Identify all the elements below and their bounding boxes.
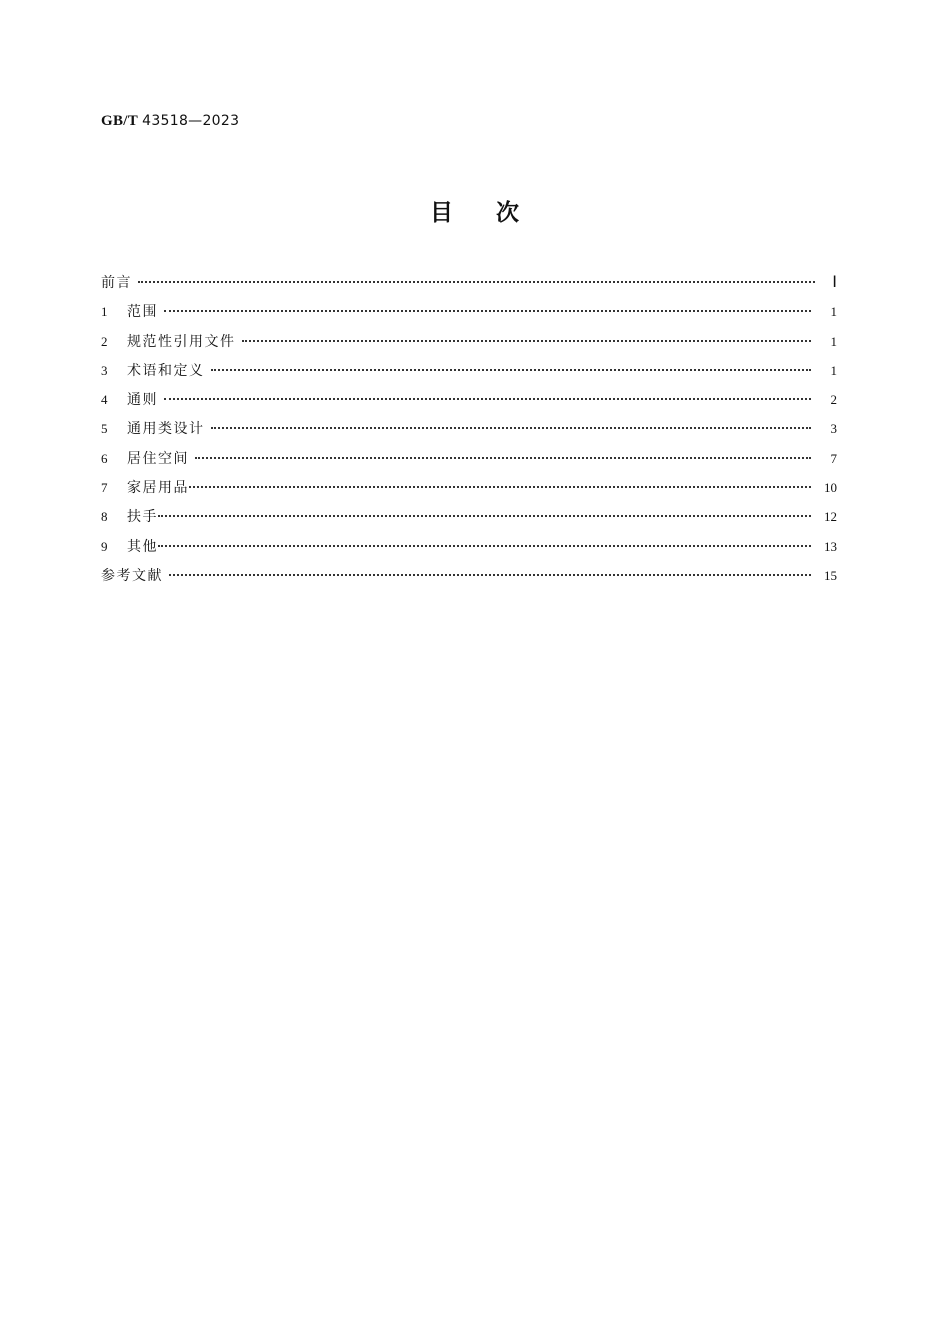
toc-entry-page: 10 (824, 480, 837, 496)
toc-entry-others[interactable] (101, 536, 837, 565)
toc-leader-dots (158, 515, 811, 517)
toc-entry-household-items[interactable] (101, 477, 837, 506)
toc-entry-label: 扶手 (127, 509, 158, 526)
toc-leader-dots (189, 486, 811, 488)
toc-entry-number: 7 (101, 480, 108, 496)
toc-entry-page: 2 (830, 392, 837, 408)
toc-leader-dots (138, 281, 815, 283)
toc-leader-dots (164, 310, 811, 312)
toc-entry-scope[interactable] (101, 301, 837, 330)
standard-code (101, 113, 239, 130)
toc-entry-number: 9 (101, 538, 108, 554)
toc-title (0, 194, 950, 227)
toc-entry-page: 3 (830, 421, 837, 437)
toc-entry-label: 通用类设计 (127, 421, 205, 438)
toc-entry-page: Ⅰ (832, 274, 837, 291)
standard-prefix: GB/T (101, 113, 139, 129)
toc-entry-label: 居住空间 (127, 450, 189, 467)
toc-entry-page: 1 (830, 333, 837, 349)
toc-entry-terms-definitions[interactable] (101, 360, 837, 389)
toc-entry-universal-design[interactable] (101, 418, 837, 447)
toc-entry-foreword[interactable] (101, 272, 837, 301)
toc-entry-label: 范围 (127, 304, 158, 321)
toc-entry-living-space[interactable] (101, 448, 837, 477)
toc-entry-number: 5 (101, 421, 108, 437)
toc-entry-label: 术语和定义 (127, 362, 205, 379)
table-of-contents (101, 272, 837, 594)
toc-leader-dots (211, 369, 812, 371)
toc-entry-number: 6 (101, 450, 108, 466)
toc-entry-general[interactable] (101, 389, 837, 418)
standard-number: 43518—2023 (142, 113, 240, 129)
toc-entry-number: 2 (101, 333, 108, 349)
toc-leader-dots (242, 340, 812, 342)
toc-entry-label: 其他 (127, 538, 158, 555)
toc-leader-dots (164, 398, 811, 400)
toc-entry-label: 规范性引用文件 (127, 333, 236, 350)
toc-entry-bibliography[interactable] (101, 565, 837, 594)
toc-entry-page: 13 (824, 538, 837, 554)
toc-entry-number: 4 (101, 392, 108, 408)
toc-entry-normative-references[interactable] (101, 331, 837, 360)
toc-entry-number: 1 (101, 304, 108, 320)
toc-entry-handrails[interactable] (101, 506, 837, 535)
toc-leader-dots (211, 427, 812, 429)
toc-entry-label: 前言 (101, 275, 132, 291)
toc-entry-label: 通则 (127, 392, 158, 409)
toc-entry-page: 1 (830, 304, 837, 320)
toc-entry-label: 家居用品 (127, 480, 189, 497)
toc-entry-page: 7 (830, 450, 837, 466)
toc-leader-dots (158, 545, 811, 547)
toc-entry-number: 3 (101, 362, 108, 378)
toc-entry-page: 15 (824, 567, 837, 583)
toc-leader-dots (195, 457, 811, 459)
toc-entry-page: 12 (824, 509, 837, 525)
toc-title-char-1: 目 (430, 200, 454, 226)
toc-entry-label: 参考文献 (101, 567, 163, 584)
toc-entry-number: 8 (101, 509, 108, 525)
toc-title-char-2: 次 (496, 200, 520, 226)
toc-leader-dots (169, 574, 811, 576)
toc-entry-page: 1 (830, 362, 837, 378)
